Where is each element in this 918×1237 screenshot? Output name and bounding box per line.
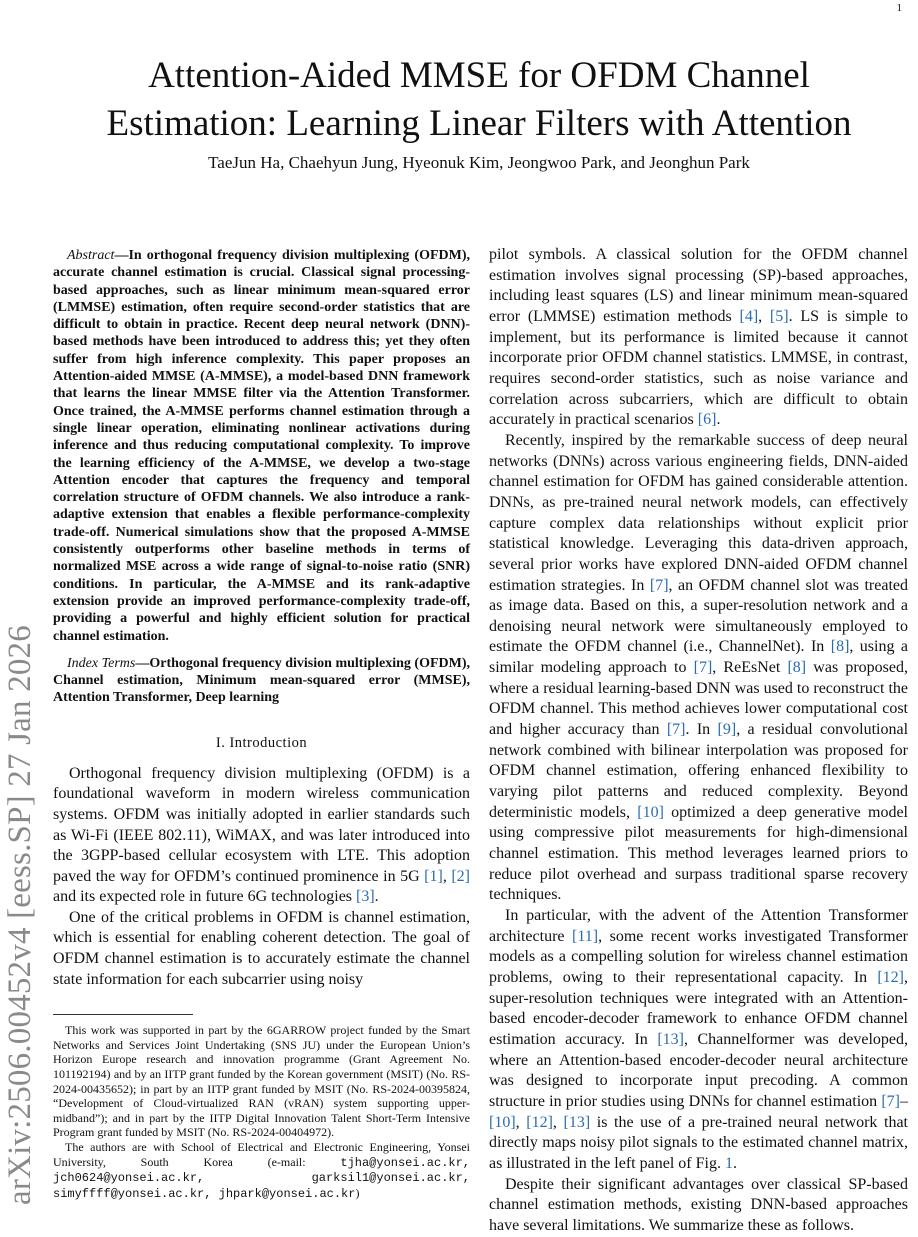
citation-link[interactable]: [11] [572,927,599,945]
section-heading-introduction: I. Introduction [215,734,308,751]
arxiv-stamp: arXiv:2506.00452v4 [eess.SP] 27 Jan 2026 [2,625,38,1205]
index-terms [53,655,470,707]
citation-link[interactable]: [1] [424,867,443,885]
citation-link[interactable]: [12] [526,1113,553,1131]
affiliation-close: ) [355,1185,360,1200]
citation-link[interactable]: [7] [693,659,713,677]
right-paragraph-4: Despite their significant advantages over classical SP-based channel estimation methods, existing DNN-based approaches have several limitations. We summarize these as follows. [489,1175,908,1234]
abstract-label: Abstract [67,248,115,263]
page-number: 1 [896,2,902,14]
paper-title [40,52,918,148]
abstract [53,247,470,645]
right-paragraph-3: In particular, with the advent of the Attention Transformer architecture [11], some recent works investigated Transformer models as a compelling solution for wireless channel estimation problems, owing to their representational capacity. In [12], super-resolution techniques were integrated with an Attention-based encoder-decoder framework to enhance OFDM channel estimation accuracy. In [13], Channelformer was developed, where an Attention-based encoder-decoder neural architecture was designed to incorporate input precoding. A common structure in prior studies using DNNs for channel estimation [7]–[10], [12], [13] is the use of a pre-trained neural network that directly maps noisy pilot signals to the estimated channel matrix, as illustrated in the left panel of Fig. 1. [489,907,909,1172]
author-emails: tjha@yonsei.ac.kr, jch0624@yonsei.ac.kr, garksil1@yonsei.ac.kr, simyffff@yonsei.ac.kr, jhpark@yonsei.ac.kr [53,1155,470,1201]
citation-link[interactable]: [7] [649,576,669,594]
author-list: TaeJun Ha, Chaehyun Jung, Hyeonuk Kim, Jeongwoo Park, and Jeonghun Park [208,153,750,172]
index-terms-label: Index Terms [67,655,136,671]
right-paragraph-2: Recently, inspired by the remarkable success of deep neural networks (DNNs) across various engineering fields, DNN-aided channel estimation for OFDM has gained considerable attention. DNNs, as pre-trained neural network models, can effectively capture complex data relationships without explicit prior statistical knowledge. Leveraging this data-driven approach, several prior works have explored DNN-aided OFDM channel estimation strategies. In [7], an OFDM channel slot was treated as image data. Based on this, a super-resolution network and a denoising neural network were simultaneously employed to estimate the OFDM channel (i.e., ChannelNet). In [8], using a similar modeling approach to [7], ReEsNet [8] was proposed, where a residual learning-based DNN was used to reconstruct the OFDM channel. This method achieves lower computational cost and higher accuracy than [7]. In [9], a residual convolutional network combined with bilinear interpolation was proposed for OFDM channel estimation, offering enhanced flexibility to varying pilot patterns and reduced complexity. Beyond deterministic models, [10] optimized a deep generative model using compressive pilot measurements for high-dimensional channel estimation. This method leverages learned priors to reduce pilot overhead and surpass traditional sparse recovery techniques. [489,431,909,904]
citation-link[interactable]: [8] [787,659,807,677]
citation-link[interactable]: [7] [881,1092,900,1110]
footnote-divider [53,1014,193,1015]
citation-link[interactable]: [9] [717,721,737,739]
citation-link[interactable]: [4] [739,307,759,325]
citation-link[interactable]: [13] [657,1030,684,1048]
citation-link[interactable]: [13] [563,1113,591,1131]
right-paragraph-1: pilot symbols. A classical solution for the OFDM channel estimation involves signal processing (SP)-based approaches, including least squares (LS) and linear minimum mean-squared error (LMMSE) estimation methods [4], [5]. LS is simple to implement, but its performance is limited because it cannot incorporate prior OFDM channel statistics. LMMSE, in contrast, requires second-order statistics, such as noise variance and correlation across subcarriers, which are difficult to obtain accurately in practical scenarios [6]. [489,246,909,429]
left-column [53,247,470,1201]
citation-link[interactable]: [6] [697,411,717,429]
title-line-1: Attention-Aided MMSE for OFDM Channel [148,55,810,96]
index-terms-text: —Orthogonal frequency division multiplexing (OFDM), Channel estimation, Minimum mean-squared error (MMSE), Attention Transformer, Deep learning [53,655,471,706]
intro-paragraph-2: One of the critical problems in OFDM is channel estimation, which is essential for enabling coherent detection. The goal of OFDM channel estimation is to accurately estimate the channel state information for each subcarrier using noisy [53,908,470,988]
intro-paragraph-1: Orthogonal frequency division multiplexing (OFDM) is a foundational waveform in modern wireless communication systems. OFDM was initially adopted in earlier standards such as Wi-Fi (IEEE 802.11), WiMAX, and was later introduced into the 3GPP-based cellular ecosystem with LTE. This adoption paved the way for OFDM’s continued prominence in 5G [1], [2] and its expected role in future 6G technologies [3]. [53,764,470,906]
citation-link[interactable]: [5] [769,307,789,325]
citation-link[interactable]: [3] [356,888,375,906]
footnote-funding: This work was supported in part by the 6GARROW project funded by the Smart Networks and Services Joint Undertaking (SNS JU) under the European Union’s Horizon Europe research and innovation programme (Grant Agreement No. 101192194) and by an IITP grant funded by the Korean government (MSIT) (No. RS-2024-00435652); in part by an IITP grant funded by MSIT (No. RS-2024-00395824, “Development of Cloud-virtualized RAN (vRAN) system supporting upper-midband”); and in part by the IITP Digital Innovation Talent Short-Term Intensive Program grant funded by MSIT (No. RS-2024-00404972). [53,1023,470,1140]
footnote-affiliation [53,1140,470,1201]
citation-link[interactable]: 1 [724,1154,733,1172]
citation-link[interactable]: [7] [666,721,686,739]
citation-link[interactable]: [10] [637,803,664,821]
right-column [489,245,908,1237]
citation-link[interactable]: [10] [489,1113,516,1131]
abstract-text: —In orthogonal frequency division multiplexing (OFDM), accurate channel estimation is crucial. Classical signal processing-based approaches, such as linear minimum mean-squared error (LMMSE) estimation, often require second-order statistics that are difficult to obtain in practice. Recent deep neural network (DNN)-based methods have been introduced to address this; yet they often suffer from high inference complexity. This paper proposes an Attention-aided MMSE (A-MMSE), a model-based DNN framework that learns the linear MMSE filter via the Attention Transformer. Once trained, the A-MMSE performs channel estimation through a single linear operation, eliminating nonlinear activations during inference and thus reducing computational complexity. To improve the learning efficiency of the A-MMSE, we develop a two-stage Attention encoder that captures the frequency and temporal correlation structure of OFDM channels. We also introduce a rank-adaptive extension that enables a flexible performance-complexity trade-off. Numerical simulations show that the proposed A-MMSE consistently outperforms other baseline methods in terms of normalized MSE across a wide range of signal-to-noise ratio (SNR) conditions. In particular, the A-MMSE and its rank-adaptive extension provide an improved performance-complexity trade-off, providing a powerful and highly efficient solution for practical channel estimation. [53,248,470,644]
affiliation-text: The authors are with School of Electrical and Electronic Engineering, Yonsei University, South Korea (e-mail: [53,1140,470,1169]
citation-link[interactable]: [8] [830,638,850,656]
citation-link[interactable]: [2] [451,867,470,885]
citation-link[interactable]: [12] [877,968,904,986]
title-line-2: Estimation: Learning Linear Filters with Attention [106,103,852,144]
